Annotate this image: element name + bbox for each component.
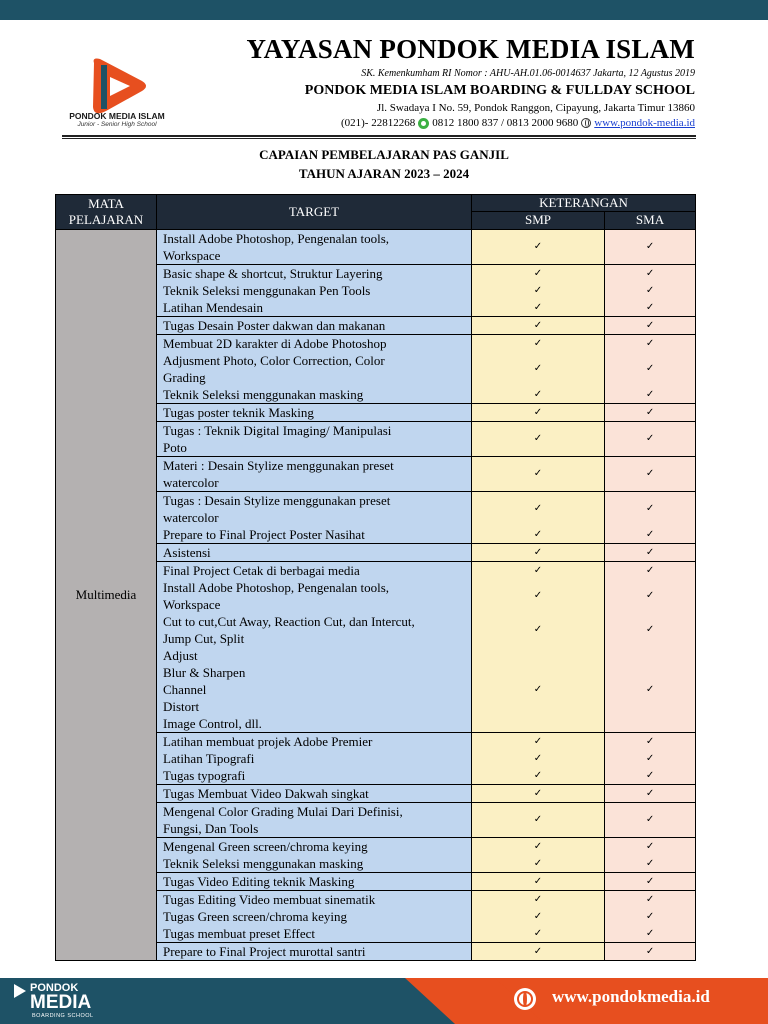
smp-cell xyxy=(472,732,605,784)
smp-check: ✓ xyxy=(533,546,543,558)
sma-check: ✓ xyxy=(645,301,655,313)
sma-cell xyxy=(605,837,696,872)
target-text: Final Project Cetak di berbagai media xyxy=(163,562,360,578)
target-cell xyxy=(157,872,472,890)
target-text: Poto xyxy=(163,439,187,455)
whatsapp-icon xyxy=(418,118,429,129)
letterhead-divider-thin xyxy=(62,138,696,139)
target-text: Workspace xyxy=(163,596,221,612)
smp-check: ✓ xyxy=(533,362,543,374)
sma-check: ✓ xyxy=(645,589,655,601)
target-cell xyxy=(157,890,472,942)
website-link[interactable]: www.pondok-media.id xyxy=(594,117,695,129)
target-cell xyxy=(157,456,472,491)
sma-cell xyxy=(605,543,696,561)
target-text: Membuat 2D karakter di Adobe Photoshop xyxy=(163,335,387,351)
top-header-bar xyxy=(0,0,768,20)
sma-cell xyxy=(605,784,696,802)
target-text: Tugas : Teknik Digital Imaging/ Manipulasi xyxy=(163,422,392,438)
target-text: Mengenal Color Grading Mulai Dari Definisi, xyxy=(163,803,403,819)
smp-check: ✓ xyxy=(533,406,543,418)
smp-check: ✓ xyxy=(533,564,543,576)
sma-check: ✓ xyxy=(645,945,655,957)
target-text: Teknik Seleksi menggunakan Pen Tools xyxy=(163,282,371,298)
sma-cell xyxy=(605,229,696,264)
sma-cell xyxy=(605,264,696,316)
smp-check: ✓ xyxy=(533,240,543,252)
sma-cell xyxy=(605,732,696,784)
smp-check: ✓ xyxy=(533,857,543,869)
target-text: Asistensi xyxy=(163,544,211,560)
sma-check: ✓ xyxy=(645,388,655,400)
smp-cell xyxy=(472,421,605,456)
sma-check: ✓ xyxy=(645,857,655,869)
sma-check: ✓ xyxy=(645,769,655,781)
smp-check: ✓ xyxy=(533,752,543,764)
smp-cell xyxy=(472,837,605,872)
target-cell xyxy=(157,491,472,543)
smp-check: ✓ xyxy=(533,301,543,313)
logo-subtitle: Junior - Senior High School xyxy=(77,121,157,128)
sma-check: ✓ xyxy=(645,406,655,418)
smp-cell xyxy=(472,561,605,732)
sma-check: ✓ xyxy=(645,875,655,887)
smp-check: ✓ xyxy=(533,267,543,279)
target-text: Tugas Editing Video membuat sinematik xyxy=(163,891,376,907)
smp-cell xyxy=(472,403,605,421)
sma-cell xyxy=(605,403,696,421)
letterhead-divider xyxy=(62,135,696,137)
sma-check: ✓ xyxy=(645,240,655,252)
smp-cell xyxy=(472,491,605,543)
sma-check: ✓ xyxy=(645,267,655,279)
target-cell xyxy=(157,732,472,784)
target-text: Teknik Seleksi menggunakan masking xyxy=(163,855,364,871)
sma-check: ✓ xyxy=(645,337,655,349)
target-text: Jump Cut, Split xyxy=(163,630,245,646)
col-header-mapel: MATA PELAJARAN xyxy=(56,195,157,230)
col-header-smp: SMP xyxy=(472,212,605,229)
smp-cell xyxy=(472,456,605,491)
target-text: Image Control, dll. xyxy=(163,715,262,731)
target-text: watercolor xyxy=(163,474,219,490)
footer-website[interactable]: www.pondokmedia.id xyxy=(552,987,710,1006)
col-header-sma: SMA xyxy=(605,212,696,229)
col-header-target: TARGET xyxy=(157,195,472,230)
target-text: Teknik Seleksi menggunakan masking xyxy=(163,386,364,402)
globe-icon xyxy=(581,118,591,128)
sma-check: ✓ xyxy=(645,432,655,444)
foundation-title: YAYASAN PONDOK MEDIA ISLAM xyxy=(246,34,695,64)
target-text: Prepare to Final Project murottal santri xyxy=(163,943,366,959)
sma-check: ✓ xyxy=(645,362,655,374)
smp-check: ✓ xyxy=(533,502,543,514)
target-text: Distort xyxy=(163,698,200,714)
smp-cell xyxy=(472,872,605,890)
decree-number: SK. Kemenkumham RI Nomor : AHU-AH.01.06-0014637 Jakarta, 12 Agustus 2019 xyxy=(361,68,695,79)
whatsapp-number: 0812 1800 837 / 0813 2000 9680 xyxy=(432,117,579,129)
target-text: Tugas : Desain Stylize menggunakan preset xyxy=(163,492,391,508)
sma-check: ✓ xyxy=(645,502,655,514)
target-cell xyxy=(157,561,472,732)
target-text: Install Adobe Photoshop, Pengenalan tools, xyxy=(163,230,390,246)
sma-check: ✓ xyxy=(645,319,655,331)
target-text: Adjust xyxy=(163,647,198,663)
smp-check: ✓ xyxy=(533,787,543,799)
sma-check: ✓ xyxy=(645,528,655,540)
target-cell xyxy=(157,229,472,264)
target-text: Prepare to Final Project Poster Nasihat xyxy=(163,526,365,542)
sma-cell xyxy=(605,802,696,837)
target-text: Cut to cut,Cut Away, Reaction Cut, dan Intercut, xyxy=(163,613,415,629)
sma-cell xyxy=(605,491,696,543)
smp-check: ✓ xyxy=(533,388,543,400)
sma-check: ✓ xyxy=(645,546,655,558)
smp-check: ✓ xyxy=(533,623,543,635)
target-text: watercolor xyxy=(163,509,219,525)
smp-check: ✓ xyxy=(533,337,543,349)
sma-cell xyxy=(605,316,696,334)
smp-check: ✓ xyxy=(533,840,543,852)
target-cell xyxy=(157,784,472,802)
smp-check: ✓ xyxy=(533,467,543,479)
smp-check: ✓ xyxy=(533,945,543,957)
target-text: Tugas Green screen/chroma keying xyxy=(163,908,347,924)
logo-name: PONDOK MEDIA ISLAM xyxy=(69,111,165,121)
smp-check: ✓ xyxy=(533,284,543,296)
smp-check: ✓ xyxy=(533,910,543,922)
sma-cell xyxy=(605,942,696,960)
smp-cell xyxy=(472,264,605,316)
smp-check: ✓ xyxy=(533,528,543,540)
target-cell xyxy=(157,543,472,561)
smp-cell xyxy=(472,942,605,960)
sma-check: ✓ xyxy=(645,787,655,799)
sma-check: ✓ xyxy=(645,813,655,825)
smp-check: ✓ xyxy=(533,813,543,825)
smp-check: ✓ xyxy=(533,875,543,887)
smp-cell xyxy=(472,316,605,334)
school-address: Jl. Swadaya I No. 59, Pondok Ranggon, Cipayung, Jakarta Timur 13860 xyxy=(376,102,695,114)
smp-check: ✓ xyxy=(533,769,543,781)
target-cell xyxy=(157,942,472,960)
target-text: Channel xyxy=(163,681,207,697)
sma-check: ✓ xyxy=(645,893,655,905)
sma-check: ✓ xyxy=(645,284,655,296)
target-text: Basic shape & shortcut, Struktur Layering xyxy=(163,265,383,281)
smp-check: ✓ xyxy=(533,319,543,331)
smp-cell xyxy=(472,334,605,403)
target-text: Latihan Mendesain xyxy=(163,299,263,315)
phone-number: (021)- 22812268 xyxy=(340,117,416,129)
target-text: Adjusment Photo, Color Correction, Color xyxy=(163,352,385,368)
smp-cell xyxy=(472,784,605,802)
sma-cell xyxy=(605,456,696,491)
sma-check: ✓ xyxy=(645,467,655,479)
document-title: CAPAIAN PEMBELAJARAN PAS GANJIL xyxy=(259,147,509,162)
target-text: Tugas Membuat Video Dakwah singkat xyxy=(163,785,369,801)
target-text: Tugas typografi xyxy=(163,767,246,783)
col-header-keterangan: KETERANGAN xyxy=(472,195,696,212)
smp-check: ✓ xyxy=(533,927,543,939)
target-text: Latihan Tipografi xyxy=(163,750,255,766)
sma-check: ✓ xyxy=(645,683,655,695)
sma-check: ✓ xyxy=(645,927,655,939)
footer-play-icon xyxy=(14,984,26,998)
target-text: Tugas membuat preset Effect xyxy=(163,925,315,941)
sma-cell xyxy=(605,890,696,942)
target-text: Materi : Desain Stylize menggunakan preset xyxy=(163,457,394,473)
smp-check: ✓ xyxy=(533,893,543,905)
footer-brand-line2: MEDIA xyxy=(30,992,92,1013)
target-cell xyxy=(157,802,472,837)
school-name: PONDOK MEDIA ISLAM BOARDING & FULLDAY SCHOOL xyxy=(304,83,695,98)
smp-cell xyxy=(472,890,605,942)
sma-check: ✓ xyxy=(645,752,655,764)
footer-brand-line3: BOARDING SCHOOL xyxy=(32,1013,94,1019)
target-text: Tugas poster teknik Masking xyxy=(163,404,314,420)
sma-check: ✓ xyxy=(645,735,655,747)
smp-cell xyxy=(472,543,605,561)
target-text: Workspace xyxy=(163,247,221,263)
document-subtitle: TAHUN AJARAN 2023 – 2024 xyxy=(298,166,470,181)
target-text: Fungsi, Dan Tools xyxy=(163,820,259,836)
learning-outcomes-table xyxy=(55,194,696,961)
sma-cell xyxy=(605,421,696,456)
sma-check: ✓ xyxy=(645,840,655,852)
footer-globe-icon xyxy=(514,988,536,1010)
sma-cell xyxy=(605,334,696,403)
target-text: Mengenal Green screen/chroma keying xyxy=(163,838,368,854)
smp-check: ✓ xyxy=(533,589,543,601)
sma-check: ✓ xyxy=(645,910,655,922)
smp-check: ✓ xyxy=(533,683,543,695)
subject-cell: Multimedia xyxy=(56,229,157,960)
target-text: Latihan membuat projek Adobe Premier xyxy=(163,733,373,749)
target-text: Blur & Sharpen xyxy=(163,664,246,680)
target-cell xyxy=(157,403,472,421)
smp-cell xyxy=(472,802,605,837)
target-cell xyxy=(157,334,472,403)
target-cell xyxy=(157,837,472,872)
target-cell xyxy=(157,264,472,316)
target-cell xyxy=(157,316,472,334)
footer-brand-line1: PONDOK xyxy=(30,982,79,994)
sma-cell xyxy=(605,561,696,732)
contact-line xyxy=(341,117,695,129)
target-cell xyxy=(157,421,472,456)
table-row xyxy=(56,229,696,264)
sma-check: ✓ xyxy=(645,623,655,635)
target-text: Grading xyxy=(163,369,206,385)
target-text: Tugas Video Editing teknik Masking xyxy=(163,873,355,889)
sma-cell xyxy=(605,872,696,890)
smp-check: ✓ xyxy=(533,432,543,444)
target-text: Install Adobe Photoshop, Pengenalan tools, xyxy=(163,579,390,595)
target-text: Tugas Desain Poster dakwan dan makanan xyxy=(163,317,386,333)
sma-check: ✓ xyxy=(645,564,655,576)
smp-check: ✓ xyxy=(533,735,543,747)
smp-cell xyxy=(472,229,605,264)
